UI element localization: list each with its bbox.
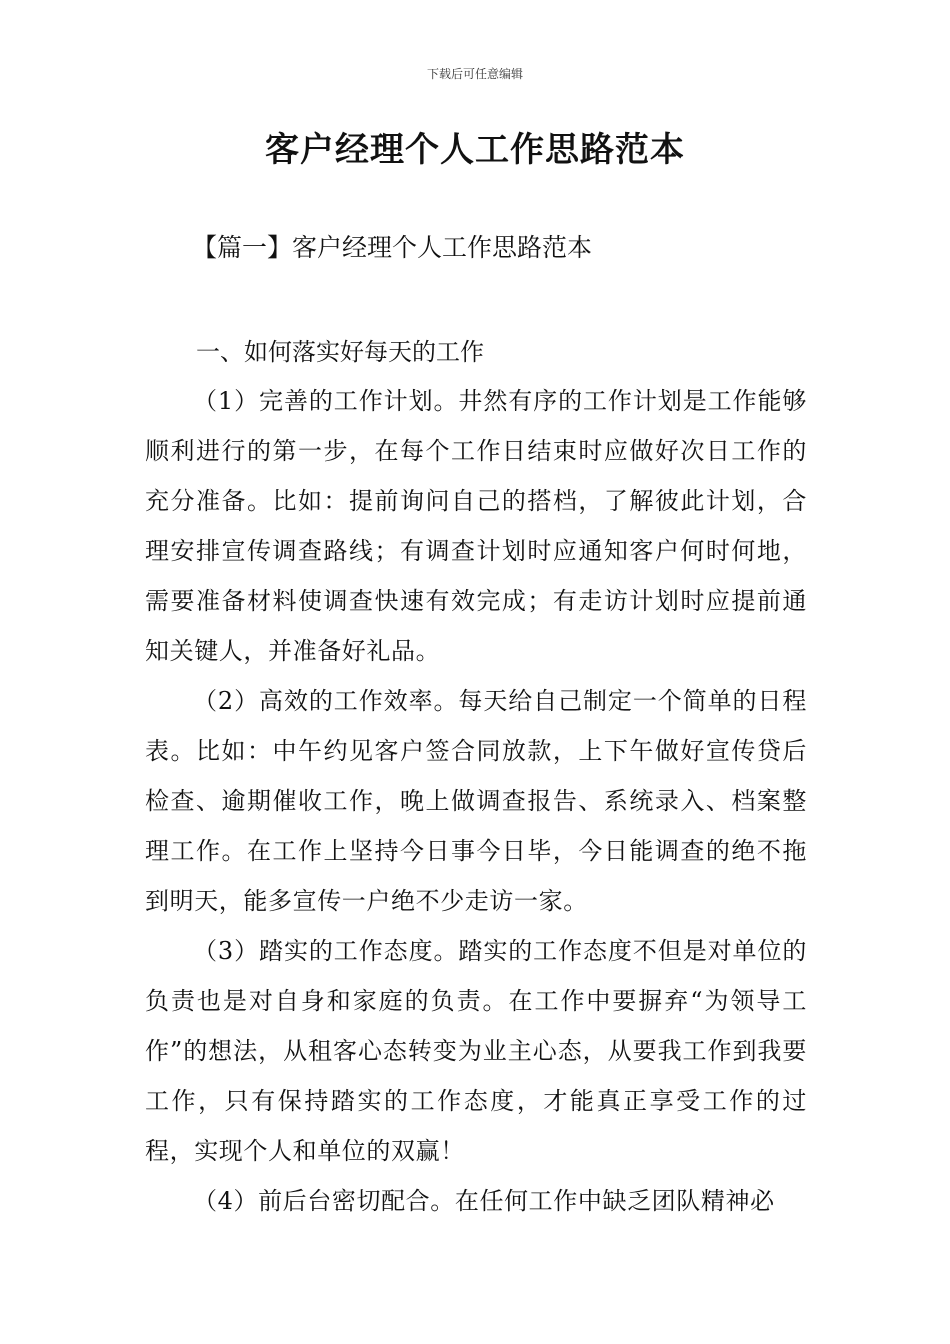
- document-title: 客户经理个人工作思路范本: [265, 130, 685, 170]
- header-note: 下载后可任意编辑: [426, 67, 523, 81]
- section-heading: 一、如何落实好每天的工作: [196, 338, 484, 366]
- paragraph-4: （4）前后台密切配合。在任何工作中缺乏团队精神必: [193, 1187, 775, 1215]
- body-text: [145, 376, 807, 1226]
- document-subtitle: 【篇一】客户经理个人工作思路范本: [192, 233, 593, 262]
- paragraph-2: （2）高效的工作效率。每天给自己制定一个简单的日程表。比如：中午约见客户签合同放款，上下午做好宣传贷后检查、逾期催收工作，晚上做调查报告、系统录入、档案整理工作。在工作上坚持今日事今日毕，今日能调查的绝不拖到明天，能多宣传一户绝不少走访一家。: [145, 687, 807, 915]
- paragraph-1: （1）完善的工作计划。井然有序的工作计划是工作能够顺利进行的第一步，在每个工作日结束时应做好次日工作的充分准备。比如：提前询问自己的搭档，了解彼此计划，合理安排宣传调查路线；有调查计划时应通知客户何时何地，需要准备材料使调查快速有效完成；有走访计划时应提前通知关键人，并准备好礼品。: [145, 387, 807, 665]
- paragraph-3: （3）踏实的工作态度。踏实的工作态度不但是对单位的负责也是对自身和家庭的负责。在工作中要摒弃“为领导工作”的想法，从租客心态转变为业主心态，从要我工作到我要工作，只有保持踏实的工作态度，才能真正享受工作的过程，实现个人和单位的双赢！: [145, 937, 807, 1165]
